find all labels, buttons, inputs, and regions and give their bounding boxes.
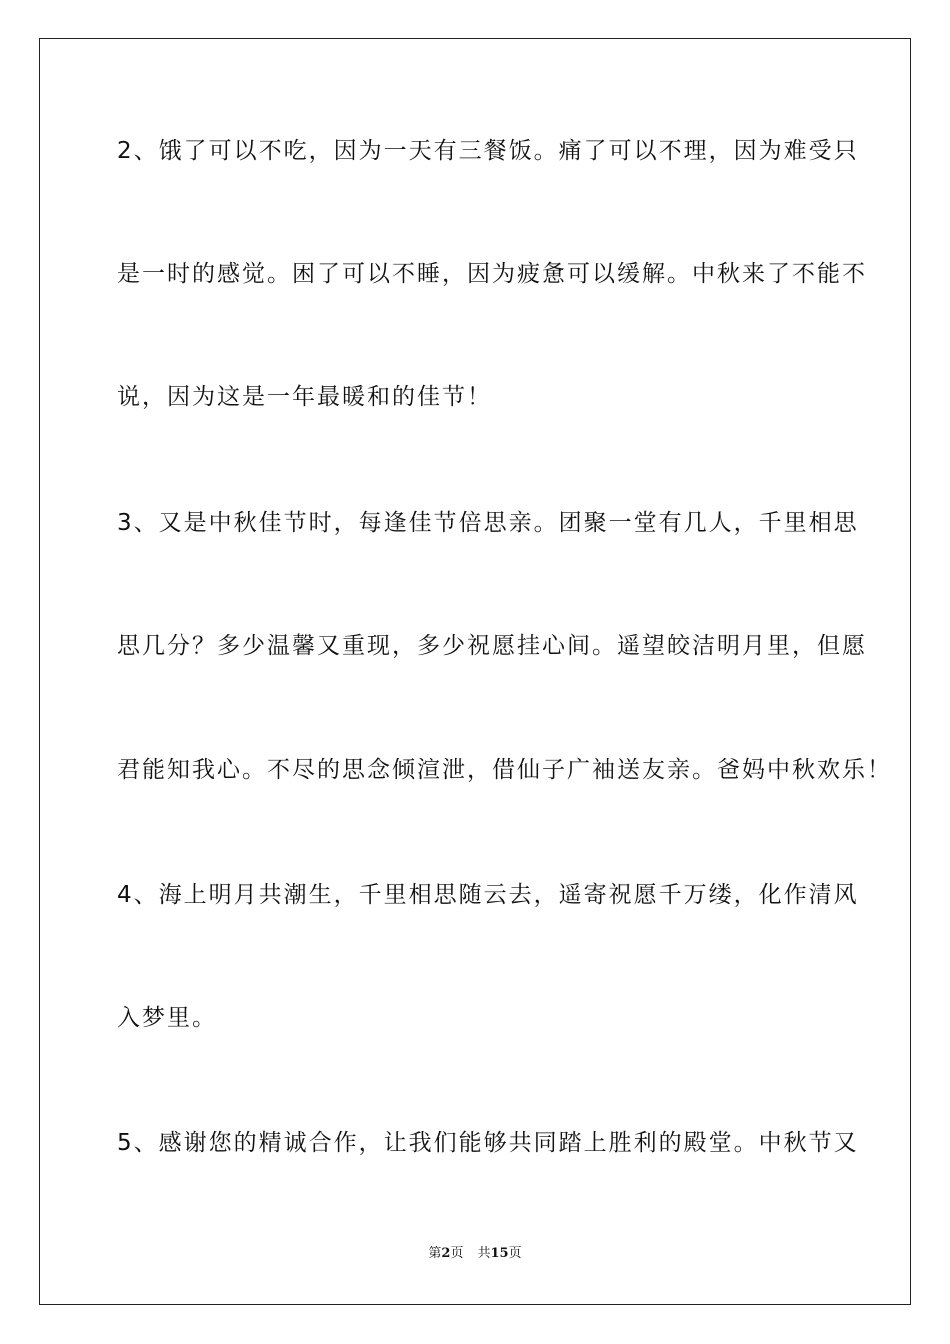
paragraph-3-line-2: 思几分？多少温馨又重现，多少祝愿挂心间。遥望皎洁明月里，但愿 bbox=[117, 633, 867, 659]
page-label-prefix: 第 bbox=[428, 1246, 442, 1261]
paragraph-2-line-3: 说，因为这是一年最暖和的佳节！ bbox=[117, 384, 492, 410]
page-label-suffix: 页 bbox=[450, 1246, 464, 1261]
paragraph-3-line-3: 君能知我心。不尽的思念倾渲泄，借仙子广袖送友亲。爸妈中秋欢乐！ bbox=[117, 757, 892, 783]
total-label-suffix: 页 bbox=[508, 1246, 522, 1261]
paragraph-4-line-1: 4、海上明月共潮生，千里相思随云去，遥寄祝愿千万缕，化作清风 bbox=[117, 882, 859, 908]
paragraph-2-line-1: 2、饿了可以不吃，因为一天有三餐饭。痛了可以不理，因为难受只 bbox=[117, 138, 859, 164]
total-pages: 15 bbox=[490, 1246, 509, 1261]
paragraph-2-line-2: 是一时的感觉。困了可以不睡，因为疲惫可以缓解。中秋来了不能不 bbox=[117, 261, 867, 287]
page-border bbox=[39, 38, 911, 1305]
page-footer bbox=[0, 1246, 950, 1262]
paragraph-4-line-2: 入梦里。 bbox=[117, 1005, 217, 1031]
paragraph-5-line-1: 5、感谢您的精诚合作，让我们能够共同踏上胜利的殿堂。中秋节又 bbox=[117, 1130, 859, 1156]
paragraph-3-line-1: 3、又是中秋佳节时，每逢佳节倍思亲。团聚一堂有几人，千里相思 bbox=[117, 510, 859, 536]
total-label-prefix: 共 bbox=[477, 1246, 491, 1261]
page-number: 2 bbox=[441, 1246, 451, 1261]
